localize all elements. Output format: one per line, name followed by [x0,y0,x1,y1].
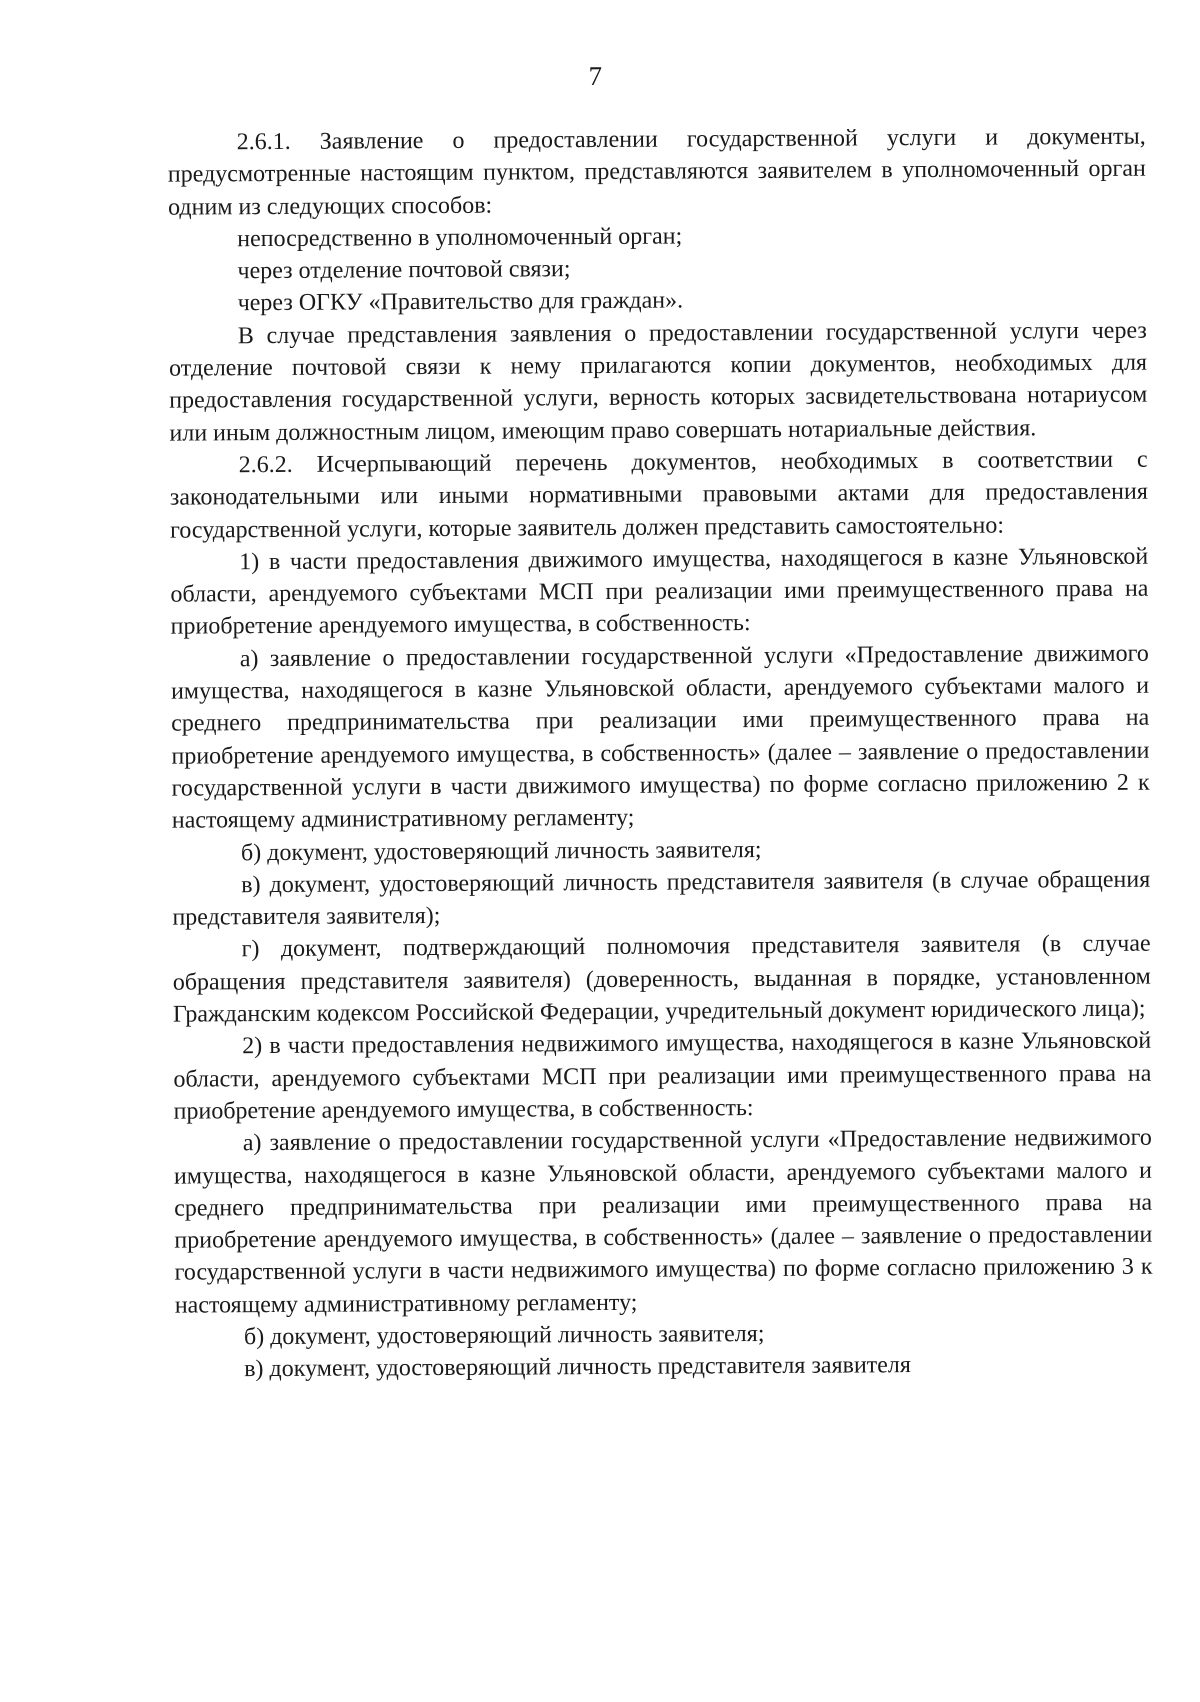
page-number: 7 [588,60,603,92]
paragraph-method-ogku: через ОГКУ «Правительство для граждан». [237,287,684,317]
paragraph-postal-copies: В случае представления заявления о предоставлении государственной услуги через отделение почтовой связи к нему прилагаются копии документов, необходимых для предоставления государственной услуги, верность которых засвидетельствована нотариусом или иным должностным лицом, имеющим право совершать нотариальные действия. [168,317,1148,447]
paragraph-item-1a: а) заявление о предоставлении государственной услуги «Предоставление движимого имущества, находящегося в казне Ульяновской области, арендуемого субъектами малого и среднего предпринимательства при реализации ими преимущественного права на приобретение арендуемого имущества, в собственность» (далее – заявление о предоставлении государственной услуги в части движимого имущества) по форме согласно приложению 2 к настоящему административному регламенту; [170,640,1150,834]
paragraph-item-2a: а) заявление о предоставлении государственной услуги «Предоставление недвижимого имущества, находящегося в казне Ульяновской области, арендуемого субъектами малого и среднего предпринимательства при реализации ими преимущественного права на приобретение арендуемого имущества, в собственность» (далее – заявление о предоставлении государственной услуги в части недвижимого имущества) по форме согласно приложению 3 к настоящему административному регламенту; [173,1124,1153,1319]
paragraph-item-1: 1) в части предоставления движимого имущества, находящегося в казне Ульяновской области, арендуемого субъектами МСП при реализации ими преимущественного права на приобретение арендуемого имущества, в собственность: [170,543,1149,641]
paragraph-item-1b: б) документ, удостоверяющий личность заявителя; [240,836,762,866]
paragraph-method-direct: непосредственно в уполномоченный орган; [237,223,683,253]
paragraph-item-2: 2) в части предоставления недвижимого имущества, находящегося в казне Ульяновской области, арендуемого субъектами МСП при реализации ими преимущественного права на приобретение арендуемого имущества, в собственность: [173,1027,1152,1125]
paragraph-2-6-2: 2.6.2. Исчерпывающий перечень документов, необходимых в соответствии с законодательными или иными нормативными правовыми актами для предоставления государственной услуги, которые заявитель должен представить самостоятельно: [169,446,1148,544]
paragraph-item-2b: б) документ, удостоверяющий личность заявителя; [243,1320,765,1351]
document-body [168,121,1154,1387]
paragraph-2-6-1: 2.6.1. Заявление о предоставлении государственной услуги и документы, предусмотренные настоящим пунктом, представляются заявителем в уполномоченный орган одним из следующих способов: [167,123,1146,221]
paragraph-method-post: через отделение почтовой связи; [237,256,571,285]
paragraph-item-1g: г) документ, подтверждающий полномочия представителя заявителя (в случае обращения представителя заявителя) (доверенность, выданная в порядке, установленном Гражданским кодексом Российской Федерации, учредительный документ юридического лица); [172,931,1151,1028]
paragraph-item-2v: в) документ, удостоверяющий личность представителя заявителя [244,1352,911,1383]
paragraph-item-1v: в) документ, удостоверяющий личность представителя заявителя (в случае обращения представителя заявителя); [172,866,1151,931]
